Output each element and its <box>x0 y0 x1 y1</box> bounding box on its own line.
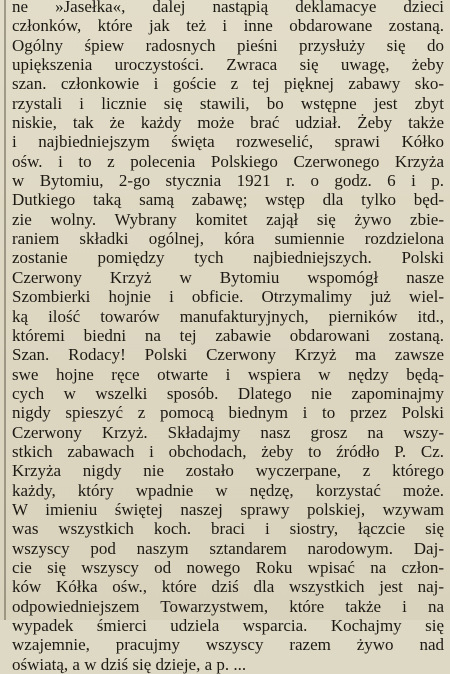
text-line: zostanie pomiędzy tych najbiedniejszych. Polski <box>12 248 444 268</box>
text-line: któremi biedni na tej zabawie obdarowani zostaną. <box>12 325 444 345</box>
column-rule <box>4 0 6 620</box>
article-column <box>12 0 444 674</box>
text-line: ką ilość towarów manufakturyjnych, pierników itd., <box>12 306 444 326</box>
text-line: cych w wszelki sposób. Dlatego nie zapominajmy <box>12 383 444 403</box>
text-line: ków Kółka ośw., które dziś dla wszystkich jest naj- <box>12 577 444 597</box>
text-line: ośw. i to z polecenia Polskiego Czerwonego Krzyża <box>12 151 444 171</box>
text-line: upiększenia uroczystości. Zwraca się uwagę, żeby <box>12 55 444 75</box>
text-line: W imieniu świętej naszej sprawy polskiej, wzywam <box>12 499 444 519</box>
text-line: ne »Jasełka«, dalej nastąpią deklamacye dzieci <box>12 0 444 16</box>
text-line: nigdy spieszyć z pomocą biednym i to przez Polski <box>12 403 444 423</box>
text-line: Dutkiego taką samą zabawę; wstęp dla tylko będ- <box>12 190 444 210</box>
text-line: wypadek śmierci udziela wsparcia. Kochajmy się <box>12 616 444 635</box>
text-line: Krzyża nigdy nie zostało wyczerpane, z którego <box>12 461 444 481</box>
text-line: odpowiedniejszem Towarzystwem, które także i na <box>12 596 444 616</box>
text-line: wszyscy pod naszym sztandarem narodowym. Daj- <box>12 538 444 558</box>
text-line: każdy, który wpadnie w nędzę, korzystać może. <box>12 480 444 500</box>
text-line: członków, które jak też i inne obdarowane zostaną. <box>12 16 444 36</box>
text-line: rzystali i licznie się stawili, bo wstępne jest zbyt <box>12 93 444 113</box>
text-line: niskie, tak że każdy może brać udział. Żeby także <box>12 113 444 133</box>
text-line: i najbiedniejszym święta rozweselić, sprawi Kółko <box>12 132 444 152</box>
text-line: swe hojne ręce otwarte i wspiera w nędzy będą- <box>12 364 444 384</box>
text-line: szan. członkowie i goście z tej pięknej zabawy sko- <box>12 74 444 94</box>
text-line: Czerwony Krzyż w Bytomiu wspomógł nasze <box>12 267 444 287</box>
text-line: Czerwony Krzyż. Składajmy nasz grosz na wszy- <box>12 422 444 442</box>
text-line: Szombierki hojnie i obficie. Otrzymalimy już wiel- <box>12 287 444 307</box>
text-line: oświatą, a w dziś się dzieje, a p. ... <box>12 654 247 674</box>
text-line: wzajemnie, pracujmy wszyscy razem żywo nad <box>12 635 444 655</box>
text-line: Ogólny śpiew radosnych pieśni przysłuży się do <box>12 35 444 55</box>
text-line: w Bytomiu, 2-go stycznia 1921 r. o godz. 6 i p. <box>12 171 444 191</box>
text-line: was wszystkich koch. braci i siostry, łączcie się <box>12 519 444 539</box>
text-line: Szan. Rodacy! Polski Czerwony Krzyż ma zawsze <box>12 345 444 365</box>
text-line: stkich zabawach i obchodach, żeby to źródło P. Cz. <box>12 441 444 461</box>
text-line: zie wolny. Wybrany komitet zajął się żywo zbie- <box>12 209 444 229</box>
text-line: raniem składki ogólnej, kóra sumiennie rozdzielona <box>12 229 444 249</box>
text-line: cie się wszyscy od nowego Roku wpisać na człon- <box>12 557 444 577</box>
